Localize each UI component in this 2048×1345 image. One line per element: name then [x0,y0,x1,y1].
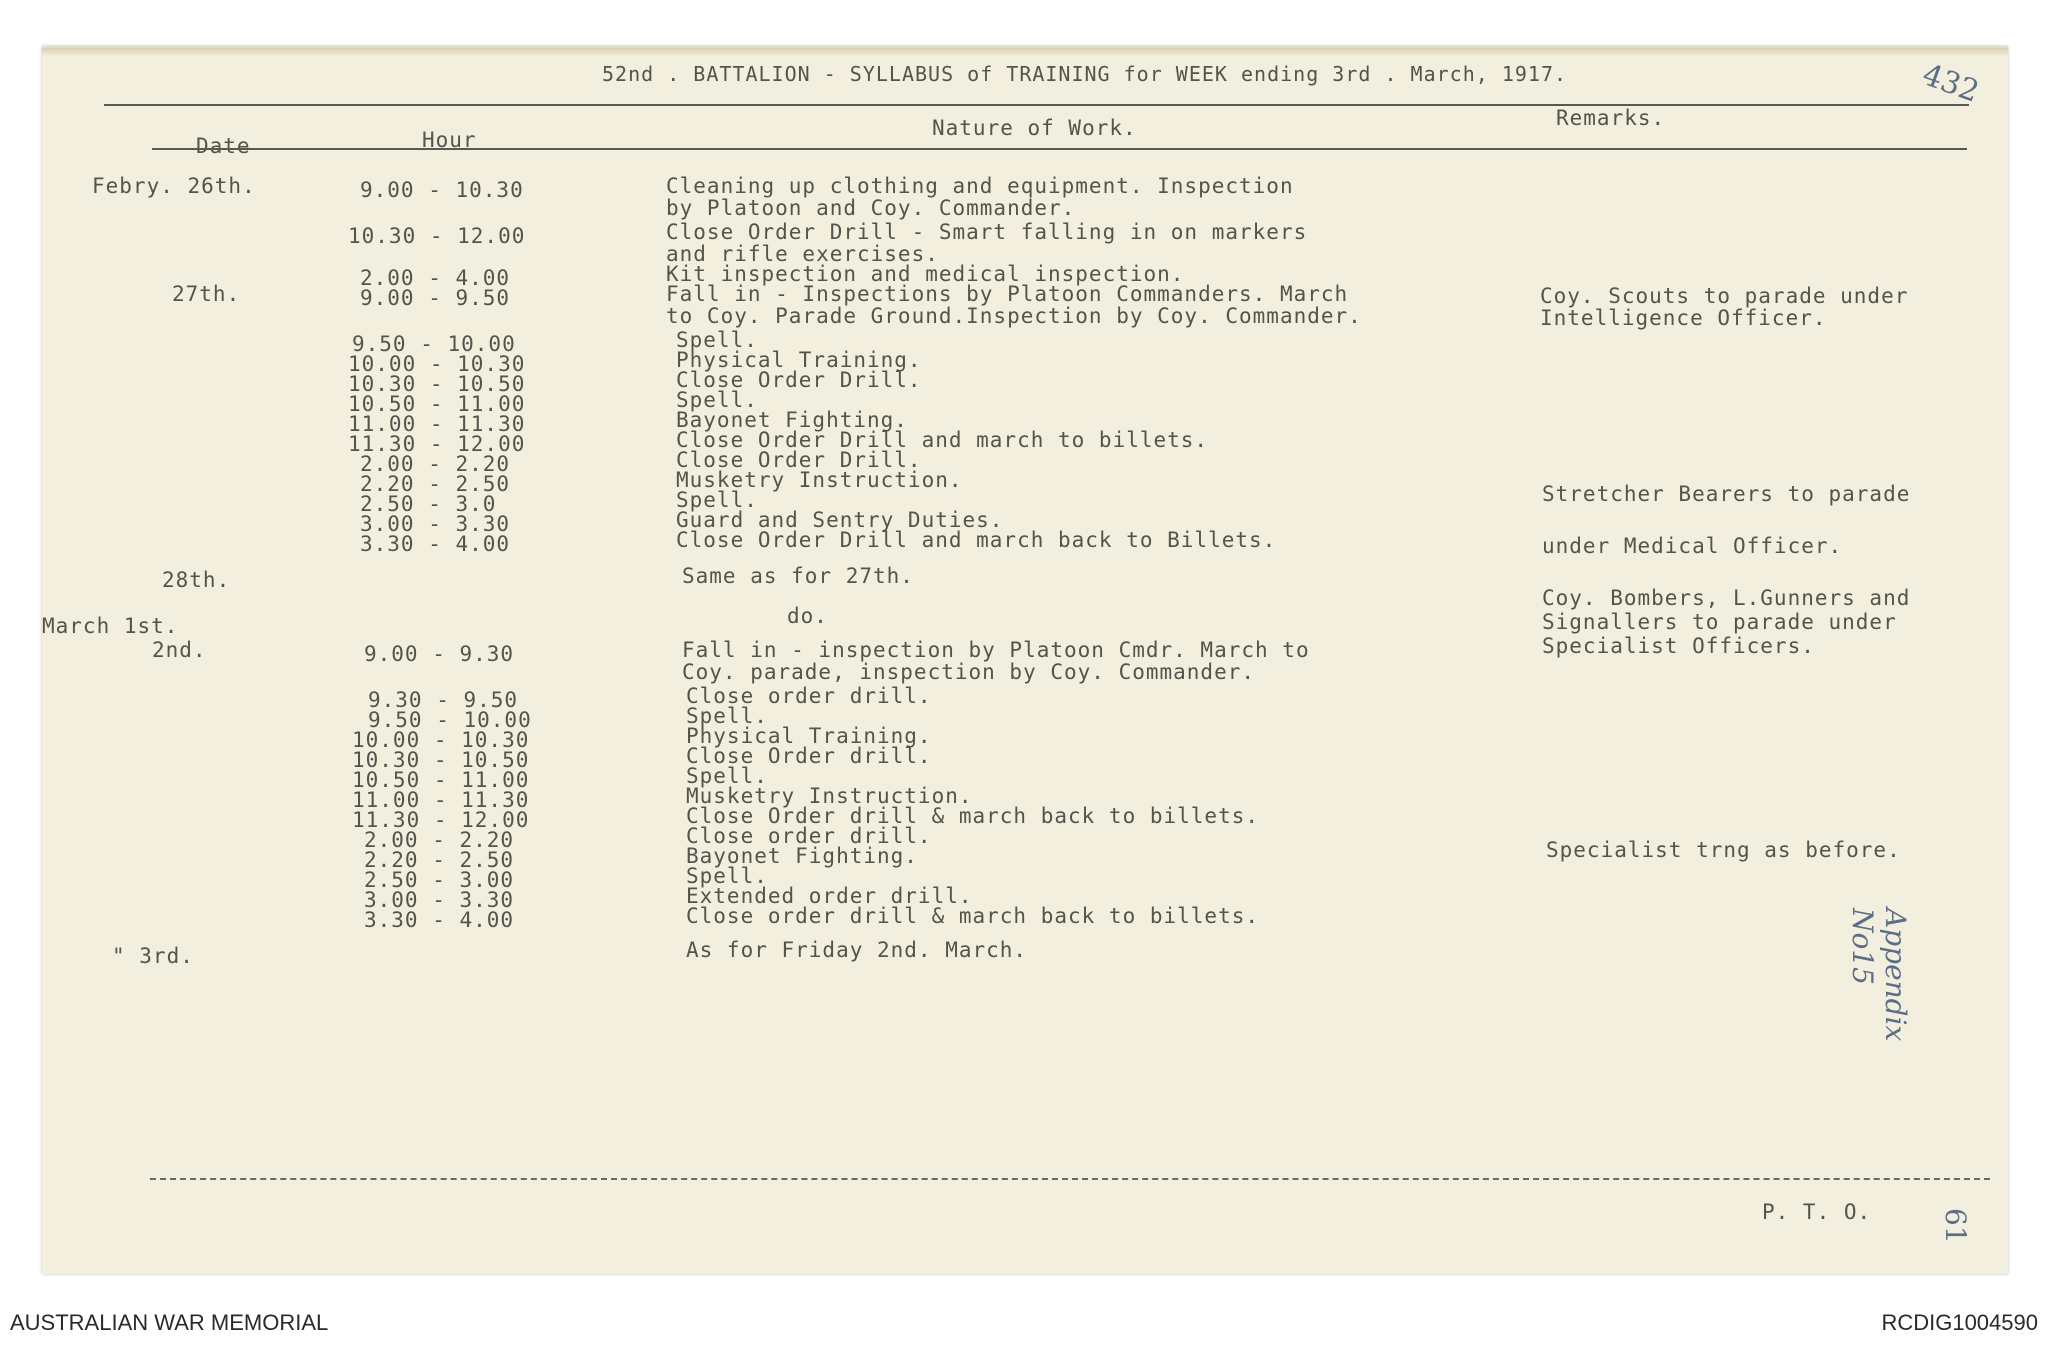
row-hour: 9.50 - 10.00 [368,708,532,732]
remark-line: under Medical Officer. [1542,534,1843,558]
appendix-annotation: Appendix No15 [1846,908,1912,1042]
remark-line: Coy. Bombers, L.Gunners and [1542,586,1911,610]
row-hour: 2.20 - 2.50 [364,848,515,872]
row-work: Close order drill. [686,824,932,848]
column-header-date: Date [196,134,251,158]
row-work: Close Order Drill - Smart falling in on markers [666,220,1308,244]
row-hour: 2.00 - 2.20 [360,452,511,476]
row-work: Close Order Drill and march to billets. [676,428,1209,452]
footer-source: AUSTRALIAN WAR MEMORIAL [10,1310,329,1335]
column-header-remarks: Remarks. [1556,106,1666,130]
row-hour: 9.00 - 9.50 [360,286,511,310]
column-header-work: Nature of Work. [932,116,1137,140]
remark-line: Intelligence Officer. [1540,306,1827,330]
row-work: As for Friday 2nd. March. [686,938,1028,962]
remark-line: Coy. Scouts to parade under [1540,284,1909,308]
row-hour: 11.00 - 11.30 [348,412,526,436]
row-hour: 11.30 - 12.00 [348,432,526,456]
document-title: 52nd . BATTALION - SYLLABUS of TRAINING for WEEK ending 3rd . March, 1917. [602,62,1568,86]
row-date: 2nd. [152,638,207,662]
row-hour: 9.50 - 10.00 [352,332,516,356]
row-date: March 1st. [42,614,179,638]
row-work: Fall in - Inspections by Platoon Commanders. March [666,282,1349,306]
row-work: Physical Training. [676,348,922,372]
row-work: Close order drill. [686,684,932,708]
pto-label: P. T. O. [1762,1200,1872,1224]
row-work: Close Order drill & march back to billets. [686,804,1260,828]
row-work: Cleaning up clothing and equipment. Inspection [666,174,1294,198]
row-hour: 10.00 - 10.30 [352,728,530,752]
row-work: Spell. [686,704,768,728]
row-hour: 2.50 - 3.0 [360,492,497,516]
row-work: Bayonet Fighting. [686,844,918,868]
footer-id: RCDIG1004590 [1881,1310,2038,1335]
row-work: Kit inspection and medical inspection. [666,262,1185,286]
title-rule [104,104,1969,106]
row-hour: 3.00 - 3.30 [360,512,511,536]
row-hour: 10.50 - 11.00 [348,392,526,416]
row-work: Close order drill & march back to billets. [686,904,1260,928]
row-hour: 9.00 - 10.30 [360,178,524,202]
row-work: Coy. parade, inspection by Coy. Commander. [682,660,1256,684]
remark-line: Specialist Officers. [1542,634,1815,658]
row-work: and rifle exercises. [666,242,939,266]
row-hour: 2.00 - 2.20 [364,828,515,852]
row-work: Spell. [686,764,768,788]
remark-line: Signallers to parade under [1542,610,1897,634]
row-hour: 9.00 - 9.30 [364,642,515,666]
document-page [42,46,2008,1274]
row-work: do. [787,604,828,628]
row-work: Fall in - inspection by Platoon Cmdr. March to [682,638,1310,662]
folio-number: 61 [1939,1208,1972,1244]
row-work: Bayonet Fighting. [676,408,908,432]
row-work: Same as for 27th. [682,564,914,588]
row-work: Extended order drill. [686,884,973,908]
row-work: Close Order drill. [686,744,932,768]
row-work: Close Order Drill. [676,448,922,472]
row-date: " 3rd. [112,944,194,968]
header-rule [152,148,1967,150]
row-hour: 11.30 - 12.00 [352,808,530,832]
row-date: Febry. 26th. [92,174,256,198]
row-work: Guard and Sentry Duties. [676,508,1004,532]
row-work: Musketry Instruction. [686,784,973,808]
row-hour: 2.50 - 3.00 [364,868,515,892]
row-hour: 10.50 - 11.00 [352,768,530,792]
row-date: 27th. [172,282,241,306]
row-work: Spell. [676,328,758,352]
column-header-hour: Hour [422,128,477,152]
row-hour: 3.30 - 4.00 [364,908,515,932]
row-work: Musketry Instruction. [676,468,963,492]
row-hour: 11.00 - 11.30 [352,788,530,812]
row-hour: 10.00 - 10.30 [348,352,526,376]
row-work: Close Order Drill. [676,368,922,392]
row-work: Physical Training. [686,724,932,748]
page-number-handwritten: 432 [1917,57,1984,110]
bottom-dashed-rule [150,1178,1990,1180]
row-work: Spell. [686,864,768,888]
remark-line: Specialist trng as before. [1546,838,1901,862]
row-hour: 10.30 - 10.50 [352,748,530,772]
row-hour: 10.30 - 12.00 [348,224,526,248]
row-hour: 9.30 - 9.50 [368,688,519,712]
row-hour: 2.20 - 2.50 [360,472,511,496]
row-hour: 3.00 - 3.30 [364,888,515,912]
row-work: Close Order Drill and march back to Billets. [676,528,1277,552]
row-hour: 3.30 - 4.00 [360,532,511,556]
row-work: to Coy. Parade Ground.Inspection by Coy. Commander. [666,304,1362,328]
row-hour: 2.00 - 4.00 [360,266,511,290]
row-work: Spell. [676,388,758,412]
remark-line: Stretcher Bearers to parade [1542,482,1911,506]
row-hour: 10.30 - 10.50 [348,372,526,396]
row-date: 28th. [162,568,231,592]
row-work: by Platoon and Coy. Commander. [666,196,1076,220]
row-work: Spell. [676,488,758,512]
